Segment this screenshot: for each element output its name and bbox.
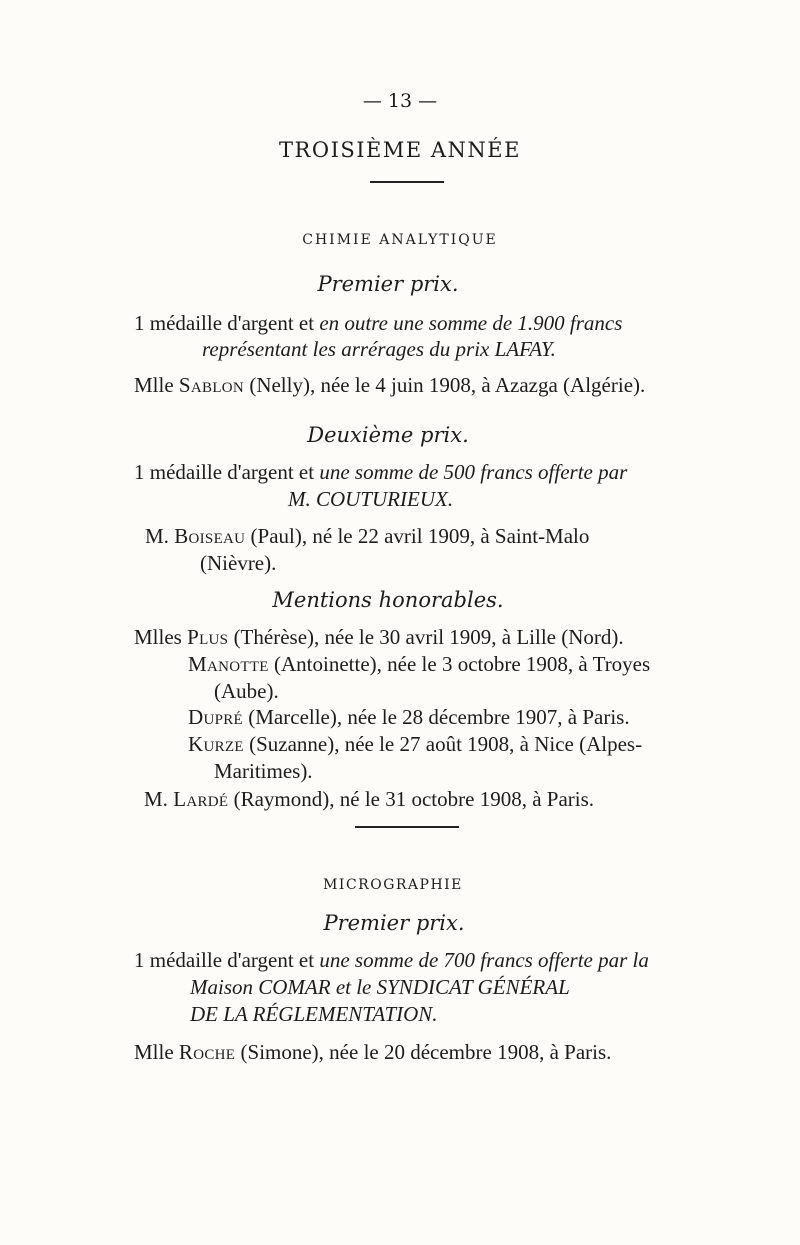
winner-details: (Marcelle), née le 28 décembre 1907, à Paris. (243, 705, 630, 729)
prize-description (134, 313, 622, 334)
mention-entry-cont: Maritimes). (214, 759, 313, 783)
prize-description-cont: DE LA RÉGLEMENTATION. (190, 1002, 438, 1026)
description-italic: en outre une somme de 1.900 francs (319, 311, 623, 335)
winner-entry (145, 526, 589, 547)
winner-details: (Paul), né le 22 avril 1909, à Saint-Malo (245, 524, 590, 548)
winner-title: Mlles (134, 625, 188, 649)
mention-entry (188, 654, 650, 675)
prize-heading: Deuxième prix. (307, 423, 469, 447)
winner-details: (Antoinette), née le 3 octobre 1908, à Troyes (268, 652, 651, 676)
winner-details: (Suzanne), née le 27 août 1908, à Nice (Alpes- (243, 732, 643, 756)
winner-details: (Simone), née le 20 décembre 1908, à Paris. (235, 1040, 612, 1064)
winner-title: M. (145, 524, 175, 548)
year-heading: TROISIÈME ANNÉE (279, 138, 521, 162)
prize-description-cont: Maison COMAR et le SYNDICAT GÉNÉRAL (190, 975, 570, 999)
winner-surname: Dupré (188, 705, 244, 729)
section-title-micrographie: MICROGRAPHIE (323, 877, 463, 893)
description-roman: 1 médaille d'argent et (134, 311, 320, 335)
winner-title: Mlle (134, 373, 179, 397)
divider-rule (355, 826, 459, 828)
prize-description-cont: représentant les arrérages du prix LAFAY. (202, 337, 556, 361)
winner-title: Mlle (134, 1040, 179, 1064)
winner-title: M. (144, 787, 174, 811)
description-italic: une somme de 700 francs offerte par la (319, 948, 649, 972)
page-number: — 13 — (362, 90, 438, 112)
mentions-heading: Mentions honorables. (272, 588, 504, 612)
mention-entry (188, 707, 630, 728)
description-roman: 1 médaille d'argent et (134, 460, 320, 484)
winner-entry (134, 375, 645, 396)
divider-rule (370, 181, 444, 183)
winner-details: (Nelly), née le 4 juin 1908, à Azazga (Algérie). (244, 373, 646, 397)
winner-surname: Roche (178, 1040, 236, 1064)
mention-entry (134, 627, 624, 648)
section-title-chimie: CHIMIE ANALYTIQUE (302, 232, 498, 248)
winner-entry (134, 1042, 611, 1063)
winner-entry-cont: (Nièvre). (200, 551, 277, 575)
mention-entry-cont: (Aube). (214, 679, 279, 703)
winner-surname: Sablon (178, 373, 245, 397)
winner-surname: Lardé (173, 787, 229, 811)
prize-description (134, 950, 649, 971)
mention-entry (144, 789, 594, 810)
prize-heading: Premier prix. (323, 911, 465, 935)
winner-details: (Thérèse), née le 30 avril 1909, à Lille (Nord). (228, 625, 624, 649)
description-italic: une somme de 500 francs offerte par (319, 460, 628, 484)
winner-surname: Kurze (188, 732, 244, 756)
winner-surname: Manotte (188, 652, 269, 676)
prize-heading: Premier prix. (317, 272, 459, 296)
mention-entry (188, 734, 642, 755)
winner-surname: Plus (187, 625, 229, 649)
prize-description (134, 462, 627, 483)
winner-details: (Raymond), né le 31 octobre 1908, à Paris. (228, 787, 595, 811)
description-roman: 1 médaille d'argent et (134, 948, 320, 972)
winner-surname: Boiseau (174, 524, 246, 548)
prize-description-cont: M. COUTURIEUX. (288, 487, 454, 511)
